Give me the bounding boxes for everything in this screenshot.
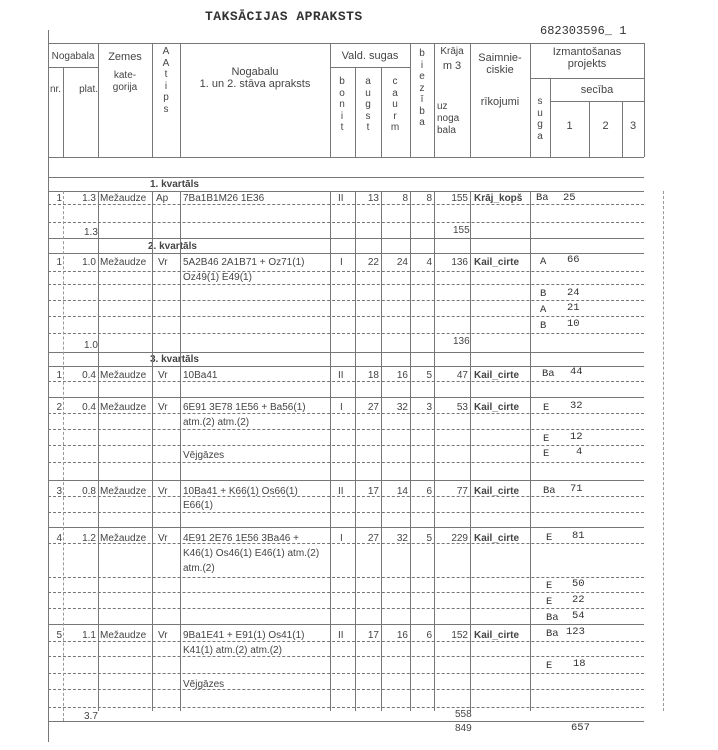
divider	[48, 721, 644, 722]
izm-value: 50	[572, 578, 585, 590]
row-desc: 4E91 2E76 1E56 3Ba46 +	[183, 533, 299, 544]
row-caurm: 14	[396, 486, 408, 497]
divider	[48, 689, 644, 690]
header-izm-2: projekts	[567, 58, 607, 70]
header-zemes: Zemes	[108, 51, 142, 63]
header-letter: m	[390, 122, 400, 133]
izm-suga: Ba	[542, 368, 555, 380]
sum-kraja: 155	[453, 225, 470, 236]
header-augst	[362, 76, 374, 134]
row-bonit: I	[340, 533, 343, 544]
izm-value: 81	[572, 530, 585, 542]
izm-suga: E	[546, 596, 553, 608]
header-letter: z	[419, 82, 425, 94]
header-seciba-1: 1	[566, 120, 573, 132]
divider	[410, 191, 411, 711]
divider	[330, 67, 410, 68]
izm-suga: Ba	[536, 192, 549, 204]
row-kategorija: Mežaudze	[100, 630, 147, 641]
row-rikojums: Kail_cirte	[474, 257, 520, 268]
divider	[98, 191, 99, 711]
document-title: TAKSĀCIJAS APRAKSTS	[205, 9, 363, 24]
row-tips: Vr	[158, 630, 168, 641]
header-letter: A	[162, 46, 170, 57]
header-suga	[534, 96, 546, 142]
row-nr: 4	[56, 533, 62, 544]
row-plat: 0.4	[82, 370, 96, 381]
header-letter: c	[392, 76, 398, 87]
header-letter: b	[339, 76, 345, 87]
header-saimn-2: rīkojumi	[480, 96, 520, 108]
header-letter: a	[392, 87, 398, 99]
header-saimn-1: Saimnie- ciskie	[478, 52, 522, 76]
header-letter: a	[537, 130, 543, 142]
row-nr: 5	[56, 630, 62, 641]
header-letter: n	[339, 99, 345, 110]
row-kraja: 229	[451, 533, 468, 544]
row-plat: 1.2	[82, 533, 96, 544]
divider	[355, 67, 356, 157]
row-bonit: II	[338, 630, 344, 641]
row-biez: 3	[426, 402, 432, 413]
row-desc: 10Ba41	[183, 370, 218, 381]
header-plat: plat.	[79, 84, 98, 95]
row-tips: Vr	[158, 402, 168, 413]
header-kraja-1: Krāja	[440, 46, 464, 57]
divider	[48, 284, 644, 285]
row-tips: Vr	[158, 257, 168, 268]
header-letter: e	[419, 71, 425, 82]
header-letter: o	[339, 87, 345, 99]
row-desc-2: K46(1) Os46(1) E46(1) atm.(2)	[183, 548, 320, 559]
divider	[48, 656, 644, 657]
row-biez: 4	[426, 257, 432, 268]
row-tips: Vr	[158, 486, 168, 497]
header-letter: i	[164, 80, 168, 92]
header-letter: t	[366, 122, 370, 133]
header-caurm	[389, 76, 401, 134]
row-kraja: 53	[456, 402, 468, 413]
row-bonit: II	[338, 193, 344, 204]
header-letter: t	[164, 69, 168, 80]
divider	[48, 316, 644, 317]
divider	[63, 67, 64, 157]
divider	[644, 43, 645, 157]
row-augst: 27	[367, 533, 379, 544]
header-seciba-3: 3	[629, 120, 637, 132]
izm-value: 24	[567, 287, 580, 299]
divider	[48, 333, 644, 334]
table-left-border	[48, 30, 49, 742]
row-rikojums: Kail_cirte	[474, 486, 520, 497]
header-bonit	[336, 76, 348, 134]
header-izm-1: Izmantošanas	[552, 46, 622, 58]
header-bottom-border	[48, 157, 644, 158]
row-nr: 3	[56, 486, 62, 497]
header-letter: a	[419, 117, 425, 128]
header-vald-sugas: Vald. sugas	[341, 50, 399, 62]
header-letter: b	[419, 105, 425, 117]
header-letter: a	[365, 76, 371, 87]
row-plat: 1.3	[82, 193, 96, 204]
row-nr: 1	[56, 257, 62, 268]
izm-value: 18	[573, 658, 586, 670]
header-seciba: secība	[580, 84, 614, 96]
divider	[330, 191, 331, 711]
header-seciba-2: 2	[602, 120, 609, 132]
header-kategorija: kate- gorija	[112, 70, 138, 93]
total-kraja: 849	[455, 723, 472, 734]
row-note: Vējgāzes	[183, 679, 225, 690]
kvartals-label: 1. kvartāls	[150, 179, 199, 190]
header-letter: b	[419, 48, 425, 59]
divider	[48, 445, 644, 446]
divider	[410, 43, 411, 157]
header-top-border	[48, 43, 644, 44]
row-tips: Ap	[156, 193, 169, 204]
row-augst: 18	[367, 370, 379, 381]
divider	[152, 43, 153, 157]
divider	[48, 352, 644, 353]
row-nr: 1	[56, 370, 62, 381]
row-bonit: II	[338, 486, 344, 497]
row-kategorija: Mežaudze	[100, 486, 147, 497]
row-bonit: I	[340, 402, 343, 413]
kvartals-label: 3. kvartāls	[150, 354, 199, 365]
izm-suga: E	[546, 532, 553, 544]
row-plat: 1.1	[82, 630, 96, 641]
sum-plat: 3.7	[84, 711, 98, 722]
document-id: 682303596_ 1	[540, 24, 627, 38]
izm-value: 25	[563, 192, 576, 204]
divider	[355, 191, 356, 711]
row-plat: 1.0	[82, 257, 96, 268]
izm-value: 12	[570, 431, 583, 443]
row-desc-2: Oz49(1) E49(1)	[183, 272, 252, 283]
izm-suga: E	[543, 433, 550, 445]
divider	[180, 191, 181, 711]
row-biez: 5	[426, 370, 432, 381]
header-letter: u	[392, 99, 398, 110]
divider	[48, 608, 644, 609]
divider	[663, 191, 664, 711]
izm-suga: E	[546, 660, 553, 672]
divider	[470, 191, 471, 711]
row-desc: 10Ba41 + K66(1) Os66(1)	[183, 486, 298, 497]
row-rikojums: Krāj_kopš	[474, 193, 523, 204]
header-apraksts-2: 1. un 2. stāva apraksts	[199, 78, 311, 90]
kvartals-label: 2. kvartāls	[148, 241, 197, 252]
row-rikojums: Kail_cirte	[474, 402, 520, 413]
divider	[550, 101, 644, 102]
divider	[48, 67, 98, 68]
divider	[152, 191, 153, 711]
divider	[48, 429, 644, 430]
total-izmantosana: 657	[571, 722, 590, 734]
row-desc-2: K41(1) atm.(2) atm.(2)	[183, 645, 282, 656]
row-kraja: 152	[451, 630, 468, 641]
izm-value: 32	[570, 400, 583, 412]
row-rikojums: Kail_cirte	[474, 630, 520, 641]
divider	[48, 177, 644, 178]
row-biez: 5	[426, 533, 432, 544]
header-nr: nr.	[49, 84, 62, 95]
divider	[381, 191, 382, 711]
row-kategorija: Mežaudze	[100, 533, 147, 544]
row-note: Vējgāzes	[183, 450, 225, 461]
row-rikojums: Kail_cirte	[474, 370, 520, 381]
row-bonit: I	[340, 257, 343, 268]
izm-suga: B	[540, 288, 547, 300]
sum-plat: 1.3	[84, 227, 98, 238]
header-letter: s	[163, 103, 169, 115]
izm-value: 10	[567, 318, 580, 330]
divider	[48, 577, 644, 578]
row-kategorija: Mežaudze	[100, 402, 147, 413]
row-augst: 17	[367, 630, 379, 641]
header-letter: s	[537, 96, 543, 107]
row-caurm: 8	[402, 193, 408, 204]
divider	[48, 300, 644, 301]
row-tips: Vr	[158, 370, 168, 381]
header-letter: r	[393, 110, 397, 122]
divider	[48, 592, 644, 593]
row-kraja: 77	[456, 486, 468, 497]
izm-value: 123	[566, 626, 585, 638]
row-biez: 8	[426, 193, 432, 204]
izm-suga: A	[540, 304, 547, 316]
header-letter: g	[537, 119, 543, 130]
row-kraja: 47	[456, 370, 468, 381]
divider	[48, 191, 644, 192]
izm-value: 21	[567, 302, 580, 314]
row-biez: 6	[426, 630, 432, 641]
header-apraksts-1: Nogabalu	[231, 66, 279, 78]
row-caurm: 16	[396, 630, 408, 641]
izm-value: 44	[570, 366, 583, 378]
izm-value: 54	[572, 610, 585, 622]
row-desc: 6E91 3E78 1E56 + Ba56(1)	[183, 402, 306, 413]
row-desc-3: atm.(2)	[183, 563, 215, 574]
header-letter: t	[340, 122, 344, 133]
header-letter: i	[420, 59, 424, 71]
sum-kraja: 558	[455, 709, 472, 720]
divider	[48, 624, 644, 625]
divider	[48, 366, 644, 367]
row-desc-2: E66(1)	[183, 500, 214, 511]
row-augst: 22	[367, 257, 379, 268]
row-desc-2: atm.(2) atm.(2)	[183, 417, 250, 428]
row-kategorija: Mežaudze	[100, 257, 147, 268]
divider	[48, 707, 644, 708]
divider	[48, 480, 644, 481]
row-augst: 17	[367, 486, 379, 497]
header-kraja-3: uz noga bala	[437, 101, 460, 136]
divider	[48, 673, 644, 674]
row-nr: 1	[56, 193, 62, 204]
header-biezība	[416, 48, 428, 129]
header-letter: g	[365, 99, 371, 110]
header-letter: p	[163, 92, 169, 103]
izm-suga: Ba	[543, 485, 556, 497]
row-rikojums: Kail_cirte	[474, 533, 520, 544]
divider	[434, 191, 435, 711]
divider	[48, 462, 644, 463]
izm-suga: Ba	[546, 628, 559, 640]
row-nr: 2	[56, 402, 62, 413]
row-caurm: 16	[396, 370, 408, 381]
header-letter: s	[365, 110, 371, 122]
divider	[48, 222, 644, 223]
divider	[48, 527, 644, 528]
row-plat: 0.8	[82, 486, 96, 497]
row-plat: 0.4	[82, 402, 96, 413]
divider	[63, 191, 64, 721]
row-augst: 13	[367, 193, 379, 204]
divider	[48, 253, 644, 254]
row-biez: 6	[426, 486, 432, 497]
divider	[48, 271, 644, 272]
divider	[48, 397, 644, 398]
row-kategorija: Mežaudze	[100, 370, 147, 381]
row-kategorija: Mežaudze	[100, 193, 147, 204]
izm-suga: Ba	[546, 612, 559, 624]
izm-suga: E	[543, 448, 550, 460]
izm-value: 71	[570, 483, 583, 495]
izm-value: 4	[576, 446, 583, 458]
header-letter: A	[162, 57, 170, 69]
divider	[180, 43, 181, 157]
izm-suga: E	[546, 580, 553, 592]
header-kraja-2: m 3	[442, 60, 462, 72]
sum-kraja: 136	[453, 336, 470, 347]
divider	[48, 512, 644, 513]
header-letter: ī	[420, 94, 424, 105]
row-caurm: 32	[396, 402, 408, 413]
izm-suga: B	[540, 320, 547, 332]
header-aa-tips	[160, 46, 172, 115]
header-nogabala: Nogabala	[51, 51, 95, 62]
row-kraja: 155	[451, 193, 468, 204]
divider	[381, 67, 382, 157]
header-letter: u	[537, 107, 543, 119]
row-desc: 9Ba1E41 + E91(1) Os41(1)	[183, 630, 305, 641]
row-desc: 7Ba1B1M26 1E36	[183, 193, 265, 204]
divider	[48, 238, 644, 239]
row-caurm: 24	[396, 257, 408, 268]
izm-value: 22	[572, 594, 585, 606]
divider	[530, 191, 531, 711]
header-letter: u	[365, 87, 371, 99]
izm-suga: E	[543, 402, 550, 414]
izm-suga: A	[540, 256, 547, 268]
sum-plat: 1.0	[84, 340, 98, 351]
izm-value: 66	[567, 254, 580, 266]
row-tips: Vr	[158, 533, 168, 544]
row-bonit: II	[338, 370, 344, 381]
row-caurm: 32	[396, 533, 408, 544]
row-augst: 27	[367, 402, 379, 413]
header-letter: i	[340, 110, 344, 122]
row-desc: 5A2B46 2A1B71 + Oz71(1)	[183, 257, 305, 268]
divider	[530, 78, 644, 79]
row-kraja: 136	[451, 257, 468, 268]
